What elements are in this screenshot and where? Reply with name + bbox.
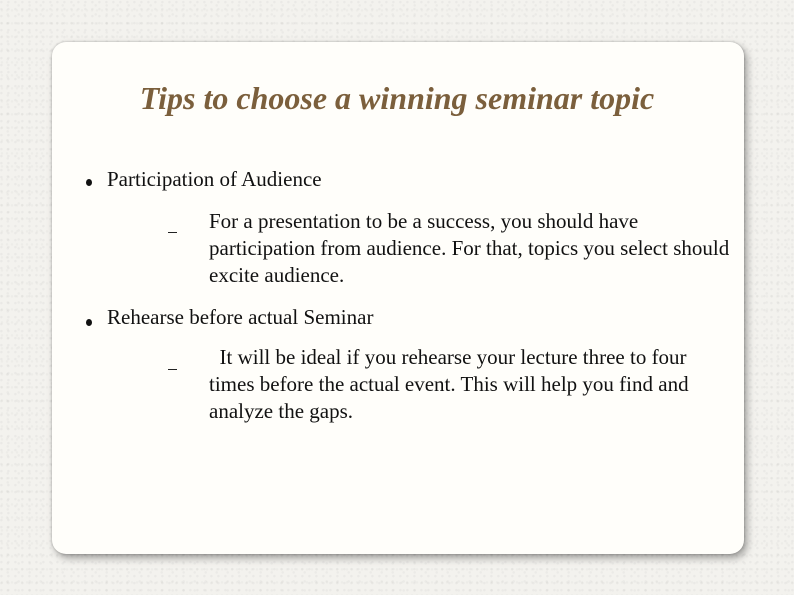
- slide-card: [52, 42, 744, 554]
- bullet-heading-rehearse: Rehearse before actual Seminar: [107, 305, 374, 329]
- dash-icon: [168, 369, 177, 370]
- dash-icon: [168, 232, 177, 233]
- sub-bullet-participation: For a presentation to be a success, you should have participation from audience. For that, topics you select should excite audience.: [209, 209, 730, 287]
- slide-title: Tips to choose a winning seminar topic: [139, 80, 655, 116]
- sub-bullet-rehearse: It will be ideal if you rehearse your lecture three to four times before the actual event. This will help you find and analyze the gaps.: [209, 345, 694, 423]
- bullet-dot-icon: [86, 319, 92, 326]
- bullet-heading-participation: Participation of Audience: [107, 167, 322, 191]
- bullet-dot-icon: [86, 179, 92, 186]
